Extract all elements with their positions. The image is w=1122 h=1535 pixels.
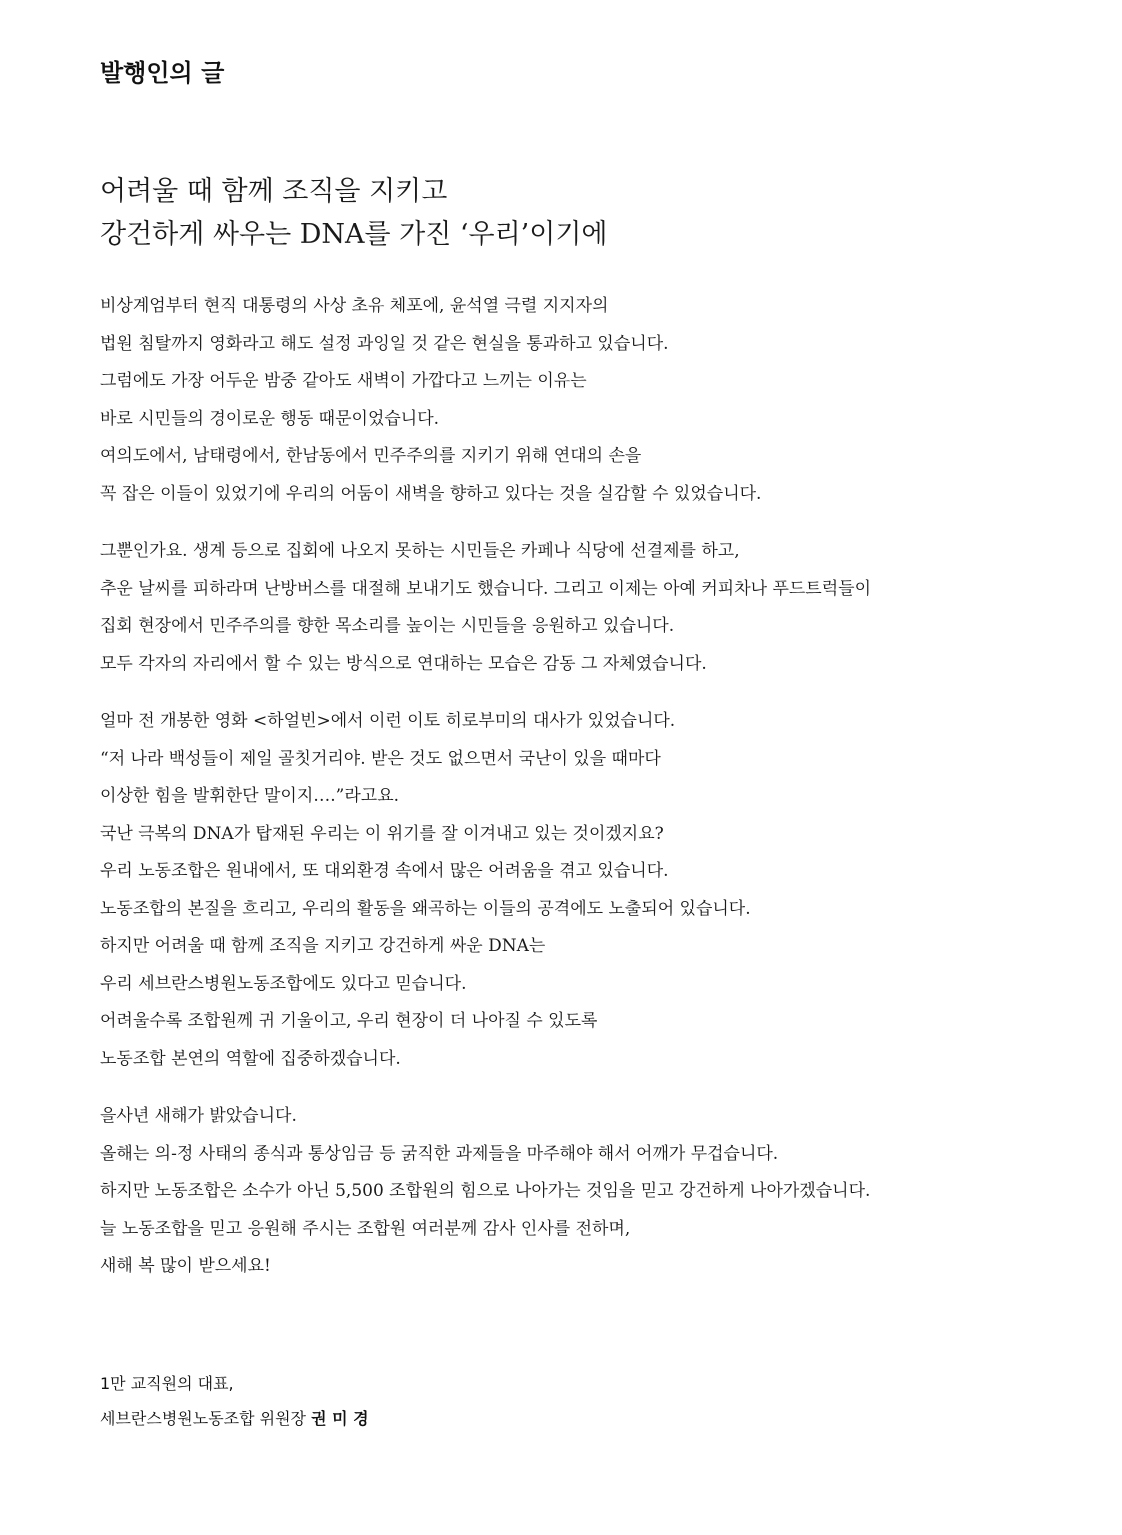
body-line: 하지만 어려울 때 함께 조직을 지키고 강건하게 싸운 DNA는 (100, 936, 546, 956)
letter-body (100, 288, 1060, 1306)
body-line: 꼭 잡은 이들이 있었기에 우리의 어둠이 새벽을 향하고 있다는 것을 실감할 수 있었습니다. (100, 483, 762, 504)
paragraph (100, 288, 1060, 513)
body-line: 어려울수록 조합원께 귀 기울이고, 우리 현장이 더 나아질 수 있도록 (100, 1011, 598, 1031)
headline-line: 강건하게 싸우는 DNA를 가진 ‘우리’이기에 (100, 219, 608, 250)
body-line: 집회 현장에서 민주주의를 향한 목소리를 높이는 시민들을 응원하고 있습니다. (100, 616, 675, 636)
section-title: 발행인의 글 (100, 59, 225, 87)
paragraph (100, 703, 1060, 1078)
body-line: 추운 날씨를 피하라며 난방버스를 대절해 보내기도 했습니다. 그리고 이제는 아예 커피차나 푸드트럭들이 (100, 578, 871, 599)
headline-line: 어려울 때 함께 조직을 지키고 (100, 176, 448, 207)
signature-affiliation: 1만 교직원의 대표, (100, 1374, 234, 1393)
body-line: 그뿐인가요. 생계 등으로 집회에 나오지 못하는 시민들은 카페나 식당에 선결제를 하고, (100, 541, 740, 561)
body-line: 비상계엄부터 현직 대통령의 사상 초유 체포에, 윤석열 극렬 지지자의 (100, 296, 609, 316)
body-line: “저 나라 백성들이 제일 골칫거리야. 받은 것도 없으면서 국난이 있을 때마다 (100, 748, 661, 769)
body-line: 모두 각자의 자리에서 할 수 있는 방식으로 연대하는 모습은 감동 그 자체였습니다. (100, 653, 707, 674)
body-line: 이상한 힘을 발휘한단 말이지….”라고요. (100, 786, 400, 806)
body-line: 얼마 전 개봉한 영화 <하얼빈>에서 이런 이토 히로부미의 대사가 있었습니다. (100, 711, 676, 731)
body-line: 노동조합의 본질을 흐리고, 우리의 활동을 왜곡하는 이들의 공격에도 노출되어 있습니다. (100, 898, 751, 919)
body-line: 법원 침탈까지 영화라고 해도 설정 과잉일 것 같은 현실을 통과하고 있습니다. (100, 333, 669, 354)
body-line: 늘 노동조합을 믿고 응원해 주시는 조합원 여러분께 감사 인사를 전하며, (100, 1218, 631, 1239)
body-line: 하지만 노동조합은 소수가 아닌 5,500 조합원의 힘으로 나아가는 것임을 믿고 강건하게 나아가겠습니다. (100, 1181, 871, 1201)
signature-title-line (100, 1401, 369, 1436)
paragraph (100, 1098, 1060, 1286)
signature-position: 세브란스병원노동조합 위원장 (100, 1409, 312, 1428)
paragraph (100, 533, 1060, 683)
body-line: 우리 노동조합은 원내에서, 또 대외환경 속에서 많은 어려움을 겪고 있습니다. (100, 861, 669, 881)
body-line: 바로 시민들의 경이로운 행동 때문이었습니다. (100, 408, 440, 429)
body-line: 을사년 새해가 밝았습니다. (100, 1106, 297, 1126)
body-line: 국난 극복의 DNA가 탑재된 우리는 이 위기를 잘 이겨내고 있는 것이겠지요? (100, 823, 664, 844)
headline (100, 170, 608, 256)
body-line: 여의도에서, 남태령에서, 한남동에서 민주주의를 지키기 위해 연대의 손을 (100, 446, 642, 466)
body-line: 올해는 의-정 사태의 종식과 통상임금 등 굵직한 과제들을 마주해야 해서 어깨가 무겁습니다. (100, 1143, 779, 1164)
body-line: 노동조합 본연의 역할에 집중하겠습니다. (100, 1048, 401, 1069)
body-line: 새해 복 많이 받으세요! (100, 1256, 271, 1276)
signature-block (100, 1366, 369, 1436)
body-line: 우리 세브란스병원노동조합에도 있다고 믿습니다. (100, 973, 467, 994)
body-line: 그럼에도 가장 어두운 밤중 같아도 새벽이 가깝다고 느끼는 이유는 (100, 371, 587, 391)
signature-name: 권 미 경 (311, 1409, 369, 1428)
